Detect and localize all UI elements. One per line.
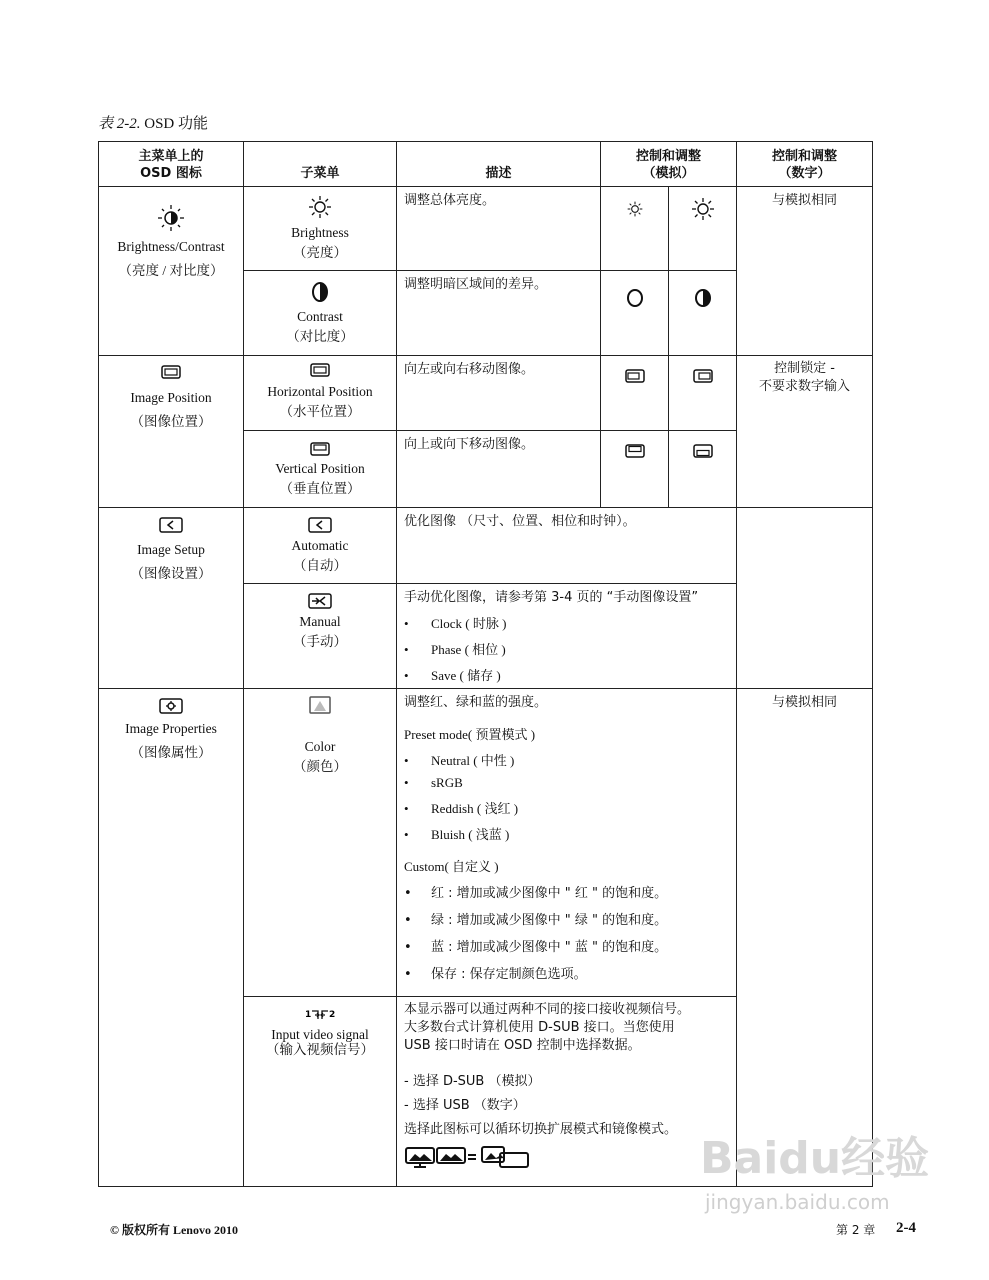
footer-copyright: © 版权所有 Lenovo 2010 bbox=[110, 1223, 238, 1237]
list-item: • Clock ( 时脉 ) bbox=[404, 616, 507, 631]
submenu-label-cn: （垂直位置） bbox=[279, 481, 361, 496]
desc-brightness: 调整总体亮度。 bbox=[396, 186, 601, 271]
desc-text: 本显示器可以通过两种不同的接口接收视频信号。 bbox=[404, 1002, 691, 1017]
main-label-cn: （图像设置） bbox=[130, 566, 212, 581]
digital-image-setup bbox=[736, 507, 873, 689]
analog-horizontal-left bbox=[600, 355, 669, 431]
submenu-label-cn: （自动） bbox=[293, 558, 347, 573]
submenu-vertical-position bbox=[243, 430, 397, 508]
vertical-position-icon bbox=[309, 441, 331, 457]
digital-image-position bbox=[736, 355, 873, 508]
submenu-manual bbox=[243, 583, 397, 689]
main-label: Brightness/Contrast bbox=[117, 239, 225, 254]
list-item: • 蓝 : 增加或减少图像中 " 蓝 " 的饱和度。 bbox=[404, 940, 668, 955]
submenu-label: Color bbox=[304, 739, 336, 754]
analog-contrast-low bbox=[600, 270, 669, 356]
submenu-label: Contrast bbox=[297, 309, 343, 324]
list-item: • Bluish ( 浅蓝 ) bbox=[404, 827, 510, 842]
contrast-low-icon bbox=[625, 287, 645, 309]
option-dsub: - 选择 D-SUB （模拟） bbox=[404, 1074, 541, 1089]
image-properties-icon bbox=[158, 697, 184, 715]
submenu-label: Horizontal Position bbox=[267, 384, 373, 399]
desc-input-video-signal bbox=[396, 996, 737, 1187]
analog-horizontal-right bbox=[668, 355, 737, 431]
brightness-icon bbox=[308, 195, 332, 219]
submenu-label: Automatic bbox=[291, 538, 349, 553]
digital-brightness-contrast: 与模拟相同 bbox=[736, 186, 873, 356]
list-item: • sRGB bbox=[404, 775, 463, 790]
analog-vertical-down bbox=[668, 430, 737, 508]
desc-text: 调整红、绿和蓝的强度。 bbox=[404, 695, 548, 710]
contrast-high-icon bbox=[693, 287, 713, 309]
manual-icon bbox=[307, 592, 333, 610]
main-label: Image Position bbox=[130, 390, 212, 405]
submenu-label-cn: （对比度） bbox=[286, 329, 354, 344]
list-item: • 保存 : 保存定制颜色选项。 bbox=[404, 967, 587, 982]
submenu-label: Brightness bbox=[291, 225, 349, 240]
shift-left-icon bbox=[624, 368, 646, 384]
submenu-label-cn: （亮度） bbox=[293, 245, 347, 260]
list-item: • Save ( 储存 ) bbox=[404, 668, 501, 683]
main-label-cn: （图像位置） bbox=[130, 414, 212, 429]
brightness-contrast-icon bbox=[156, 203, 186, 233]
header-submenu: 子菜单 bbox=[243, 141, 397, 187]
submenu-label-cn: （手动） bbox=[293, 634, 347, 649]
list-item: • 红 : 增加或减少图像中 " 红 " 的饱和度。 bbox=[404, 886, 668, 901]
digital-image-properties: 与模拟相同 bbox=[736, 688, 873, 1187]
brightness-high-icon bbox=[691, 197, 715, 221]
footer-chapter: 第 2 章 bbox=[836, 1223, 876, 1237]
desc-horizontal-position: 向左或向右移动图像。 bbox=[396, 355, 601, 431]
analog-vertical-up bbox=[600, 430, 669, 508]
main-label: Image Properties bbox=[125, 721, 217, 736]
brightness-low-icon bbox=[627, 201, 643, 217]
submenu-input-video-signal bbox=[243, 996, 397, 1187]
list-item: • Neutral ( 中性 ) bbox=[404, 753, 515, 768]
list-item: • Phase ( 相位 ) bbox=[404, 642, 506, 657]
shift-down-icon bbox=[692, 443, 714, 459]
color-icon bbox=[308, 695, 332, 715]
shift-right-icon bbox=[692, 368, 714, 384]
desc-contrast: 调整明暗区域间的差异。 bbox=[396, 270, 601, 356]
header-analog: 控制和调整 （模拟） bbox=[600, 141, 737, 187]
desc-color bbox=[396, 688, 737, 997]
svg-text:2: 2 bbox=[329, 1010, 335, 1020]
table-caption: 表 2-2. OSD 功能 bbox=[98, 116, 209, 132]
submenu-label-cn: （水平位置） bbox=[279, 404, 361, 419]
watermark-url: jingyan.baidu.com bbox=[705, 1190, 890, 1214]
main-image-setup bbox=[98, 507, 244, 689]
analog-contrast-high bbox=[668, 270, 737, 356]
main-label: Image Setup bbox=[137, 542, 205, 557]
header-description: 描述 bbox=[396, 141, 601, 187]
horizontal-position-icon bbox=[309, 362, 331, 378]
extend-mirror-mode-icon bbox=[404, 1145, 534, 1169]
desc-text: USB 接口时请在 OSD 控制中选择数据。 bbox=[404, 1038, 641, 1053]
desc-automatic: 优化图像 （尺寸、位置、相位和时钟）。 bbox=[396, 507, 737, 584]
contrast-icon bbox=[310, 281, 330, 303]
desc-text: 手动优化图像，请参考第 3-4 页的 “手动图像设置” bbox=[404, 590, 699, 605]
main-image-properties bbox=[98, 688, 244, 1187]
option-usb: - 选择 USB （数字） bbox=[404, 1098, 526, 1113]
main-label-cn: （亮度 / 对比度） bbox=[118, 263, 224, 278]
submenu-brightness bbox=[243, 186, 397, 271]
svg-text:1: 1 bbox=[305, 1010, 312, 1020]
submenu-label: Manual bbox=[299, 614, 341, 629]
main-brightness-contrast bbox=[98, 186, 244, 356]
analog-brightness-low bbox=[600, 186, 669, 271]
submenu-contrast bbox=[243, 270, 397, 356]
desc-vertical-position: 向上或向下移动图像。 bbox=[396, 430, 601, 508]
submenu-label-cn: （输入视频信号） bbox=[266, 1042, 374, 1057]
digital-note: 控制锁定 - bbox=[774, 361, 835, 376]
submenu-automatic bbox=[243, 507, 397, 584]
automatic-icon bbox=[307, 516, 333, 534]
submenu-label-cn: （颜色） bbox=[293, 759, 347, 774]
footer-page-number: 2-4 bbox=[896, 1220, 916, 1236]
submenu-color bbox=[243, 688, 397, 997]
digital-note: 不要求数字输入 bbox=[758, 379, 850, 394]
submenu-label: Input video signal bbox=[271, 1027, 369, 1042]
image-position-icon bbox=[160, 364, 182, 380]
header-main-icon: 主菜单上的 OSD 图标 bbox=[98, 141, 244, 187]
desc-text: 选择此图标可以循环切换扩展模式和镜像模式。 bbox=[404, 1122, 678, 1137]
analog-brightness-high bbox=[668, 186, 737, 271]
desc-manual bbox=[396, 583, 737, 689]
main-image-position bbox=[98, 355, 244, 508]
desc-text: 大多数台式计算机使用 D-SUB 接口。当您使用 bbox=[404, 1020, 675, 1035]
image-setup-icon bbox=[158, 516, 184, 534]
watermark-logo: Baidu经验 bbox=[700, 1133, 930, 1184]
preset-heading: Preset mode( 预置模式 ) bbox=[404, 727, 536, 742]
header-digital: 控制和调整 （数字） bbox=[736, 141, 873, 187]
shift-up-icon bbox=[624, 443, 646, 459]
input-switch-icon bbox=[305, 1007, 335, 1021]
submenu-horizontal-position bbox=[243, 355, 397, 431]
main-label-cn: （图像属性） bbox=[130, 745, 212, 760]
list-item: • 绿 : 增加或减少图像中 " 绿 " 的饱和度。 bbox=[404, 913, 668, 928]
list-item: • Reddish ( 浅红 ) bbox=[404, 801, 519, 816]
submenu-label: Vertical Position bbox=[275, 461, 365, 476]
custom-heading: Custom( 自定义 ) bbox=[404, 859, 499, 874]
